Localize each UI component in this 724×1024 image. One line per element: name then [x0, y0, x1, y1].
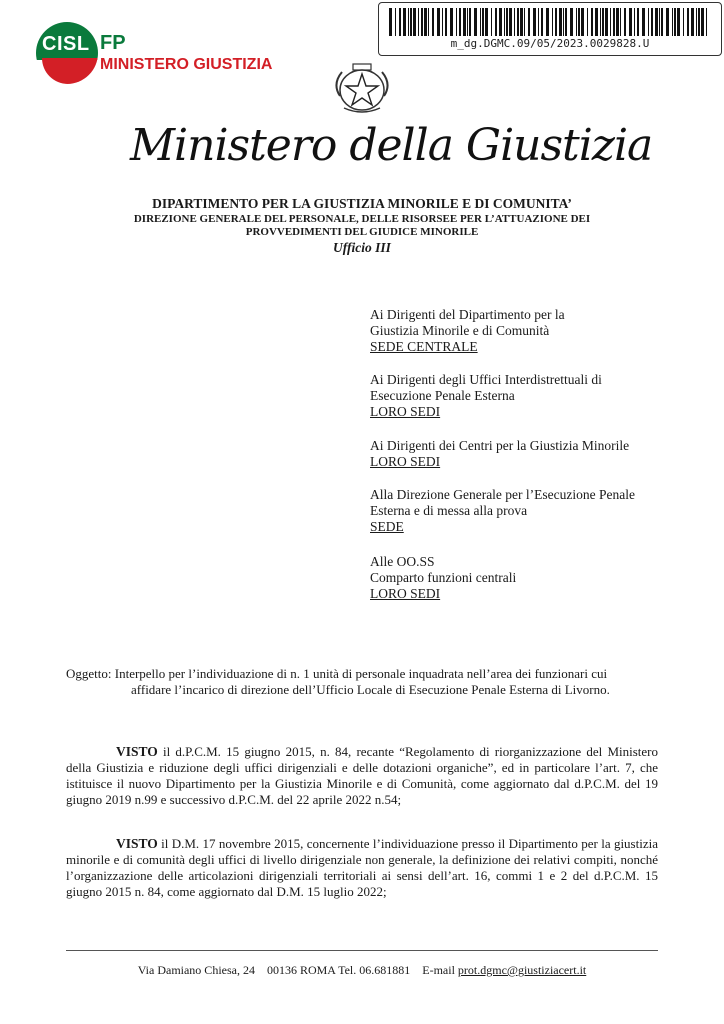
- footer-divider: [66, 950, 658, 951]
- barcode-stripe: [552, 8, 553, 36]
- paragraph-text: il D.M. 17 novembre 2015, concernente l’individuazione presso il Dipartimento per la giustizia minorile e di comunità degli uffici di livello dirigenziale non generale, la definizione dei relativi compiti, nonché l’organizzazione delle articolazioni dirigenziali territoriali ai sensi dell’art. 16, commi 1 e 2 del d.P.C.M. 15 giugno 2015 n. 84, come aggiornato dal D.M. 15 luglio 2022;: [66, 836, 658, 899]
- barcode-stripe: [491, 8, 492, 36]
- barcode-stripe: [509, 8, 512, 36]
- logo-cisl-text: CISL: [42, 33, 90, 55]
- recipient-place: LORO SEDI: [370, 454, 441, 469]
- direction-heading-line1: DIREZIONE GENERALE DEL PERSONALE, DELLE RISORSEE PER L’ATTUAZIONE DEI: [133, 213, 591, 225]
- barcode-stripe: [445, 8, 447, 36]
- barcode-stripe: [677, 8, 680, 36]
- recipient-line: Giustizia Minorile e di Comunità: [370, 323, 550, 338]
- barcode-stripe: [459, 8, 461, 36]
- barcode-stripe: [661, 8, 663, 36]
- barcode-stripe: [559, 8, 562, 36]
- barcode-stripe: [637, 8, 639, 36]
- barcode-stripe: [563, 8, 564, 36]
- recipient-line: Esecuzione Penale Esterna: [370, 388, 515, 403]
- recipient-place: LORO SEDI: [370, 586, 441, 601]
- barcode-stripe: [696, 8, 697, 36]
- barcode-stripe: [555, 8, 557, 36]
- subject-block: [66, 666, 666, 698]
- logo-fp-text: FP: [100, 32, 126, 54]
- barcode-stripe: [659, 8, 660, 36]
- barcode-stripe: [674, 8, 676, 36]
- ministry-title: Ministero della Giustizia: [130, 120, 653, 171]
- barcode-stripe: [600, 8, 601, 36]
- barcode-stripe: [499, 8, 502, 36]
- barcode-stripe: [482, 8, 484, 36]
- recipient-line: Esterna e di messa alla prova: [370, 503, 528, 518]
- recipient-line: Comparto funzioni centrali: [370, 570, 517, 585]
- barcode-stripe: [698, 8, 700, 36]
- barcode-stripe: [620, 8, 621, 36]
- barcode-stripe: [666, 8, 669, 36]
- protocol-barcode: [378, 2, 722, 56]
- barcode-stripe: [648, 8, 649, 36]
- recipient-block: [370, 554, 516, 602]
- barcode-stripe: [691, 8, 694, 36]
- barcode-stripe: [506, 8, 508, 36]
- barcode-stripe: [432, 8, 434, 36]
- italian-republic-emblem-icon: [322, 62, 402, 119]
- barcode-stripe: [495, 8, 497, 36]
- recipient-place: SEDE CENTRALE: [370, 339, 478, 354]
- footer: [66, 963, 658, 978]
- barcode-stripe: [389, 8, 392, 36]
- recipient-place: LORO SEDI: [370, 404, 441, 419]
- barcode-stripe: [504, 8, 505, 36]
- barcode-stripe: [591, 8, 593, 36]
- barcode-stripe: [706, 8, 707, 36]
- barcode-stripe: [456, 8, 457, 36]
- body-paragraph: [66, 744, 658, 808]
- barcode-stripe: [480, 8, 481, 36]
- barcode-stripe: [403, 8, 406, 36]
- paragraph-text: il d.P.C.M. 15 giugno 2015, n. 84, recante “Regolamento di riorganizzazione del Ministero della Giustizia e riduzione degli uffici dirigenziali e delle dotazioni organiche”, ed in particolare l’art. 7, che istituisce il nuovo Dipartimento per la Giustizia Minorile e di Comunità, come aggiornato dal d.P.C.M. del 19 giugno 2019 n.99 e successivo d.P.C.M. del 22 aprile 2022 n.54;: [66, 744, 658, 807]
- barcode-stripe: [683, 8, 684, 36]
- barcode-stripe: [565, 8, 567, 36]
- barcode-stripe: [514, 8, 515, 36]
- barcode-stripe: [450, 8, 453, 36]
- barcode-stripe: [624, 8, 626, 36]
- recipient-line: Ai Dirigenti dei Centri per la Giustizia Minorile: [370, 438, 630, 453]
- footer-address: Via Damiano Chiesa, 24 00136 ROMA Tel. 06.681881 E-mail: [137, 963, 458, 977]
- barcode-stripe: [410, 8, 412, 36]
- recipient-place: SEDE: [370, 519, 404, 534]
- barcode-stripe: [610, 8, 611, 36]
- barcode-stripe: [421, 8, 423, 36]
- footer-email-link[interactable]: prot.dgmc@giustiziacert.it: [457, 963, 587, 977]
- barcode-stripe: [578, 8, 580, 36]
- barcode-stripe: [546, 8, 549, 36]
- barcode-stripe: [474, 8, 477, 36]
- barcode-stripe: [467, 8, 468, 36]
- barcode-stripe: [437, 8, 440, 36]
- barcode-stripe: [642, 8, 645, 36]
- barcode-stripe: [517, 8, 519, 36]
- cisl-fp-logo: [36, 22, 273, 86]
- subject-line1: Interpello per l’individuazione di n. 1 unità di personale inquadrata nell’area dei funzionari cui: [114, 666, 608, 681]
- barcode-stripe: [395, 8, 396, 36]
- barcode-stripe: [424, 8, 427, 36]
- recipient-block: [370, 487, 635, 535]
- recipient-block: [370, 372, 602, 420]
- barcode-stripe: [570, 8, 573, 36]
- barcode-stripe: [672, 8, 673, 36]
- recipient-line: Alla Direzione Generale per l’Esecuzione Penale: [370, 487, 635, 502]
- department-heading: DIPARTIMENTO PER LA GIUSTIZIA MINORILE E DI COMUNITA’: [152, 196, 572, 211]
- barcode-stripe: [418, 8, 419, 36]
- barcode-stripe: [408, 8, 409, 36]
- barcode-stripe: [485, 8, 488, 36]
- barcode-stripe: [613, 8, 615, 36]
- barcode-stripe: [581, 8, 584, 36]
- subject-label: Oggetto:: [66, 666, 112, 681]
- barcode-stripe: [428, 8, 429, 36]
- barcode-icon: [389, 8, 711, 36]
- barcode-stripe: [520, 8, 523, 36]
- barcode-stripe: [469, 8, 471, 36]
- barcode-stripe: [701, 8, 704, 36]
- barcode-stripe: [687, 8, 689, 36]
- paragraph-lead: VISTO: [116, 744, 158, 759]
- barcode-stripe: [524, 8, 525, 36]
- barcode-stripe: [602, 8, 604, 36]
- recipient-block: [370, 438, 629, 470]
- barcode-stripe: [538, 8, 539, 36]
- barcode-stripe: [595, 8, 598, 36]
- barcode-stripe: [651, 8, 653, 36]
- barcode-stripe: [576, 8, 577, 36]
- barcode-stripe: [634, 8, 635, 36]
- barcode-stripe: [655, 8, 658, 36]
- recipient-block: [370, 307, 565, 355]
- barcode-stripe: [629, 8, 632, 36]
- barcode-stripe: [587, 8, 588, 36]
- subject-line2: affidare l’incarico di direzione dell’Ufficio Locale di Esecuzione Penale Esterna di Livorno.: [131, 682, 610, 697]
- body-paragraph: [66, 836, 658, 900]
- protocol-code: m_dg.DGMC.09/05/2023.0029828.U: [450, 37, 650, 50]
- barcode-stripe: [442, 8, 443, 36]
- barcode-stripe: [605, 8, 608, 36]
- direction-heading-line2: PROVVEDIMENTI DEL GIUDICE MINORILE: [245, 226, 479, 238]
- recipient-line: Ai Dirigenti degli Uffici Interdistrettuali di: [370, 372, 602, 387]
- paragraph-lead: VISTO: [116, 836, 158, 851]
- barcode-stripe: [528, 8, 530, 36]
- barcode-stripe: [463, 8, 466, 36]
- office-heading: Ufficio III: [333, 240, 391, 255]
- recipient-line: Alle OO.SS: [370, 554, 435, 569]
- barcode-stripe: [616, 8, 619, 36]
- barcode-stripe: [399, 8, 401, 36]
- logo-ministero-text: MINISTERO GIUSTIZIA: [100, 56, 273, 73]
- barcode-stripe: [533, 8, 536, 36]
- barcode-stripe: [541, 8, 543, 36]
- barcode-stripe: [413, 8, 416, 36]
- recipient-line: Ai Dirigenti del Dipartimento per la: [370, 307, 565, 322]
